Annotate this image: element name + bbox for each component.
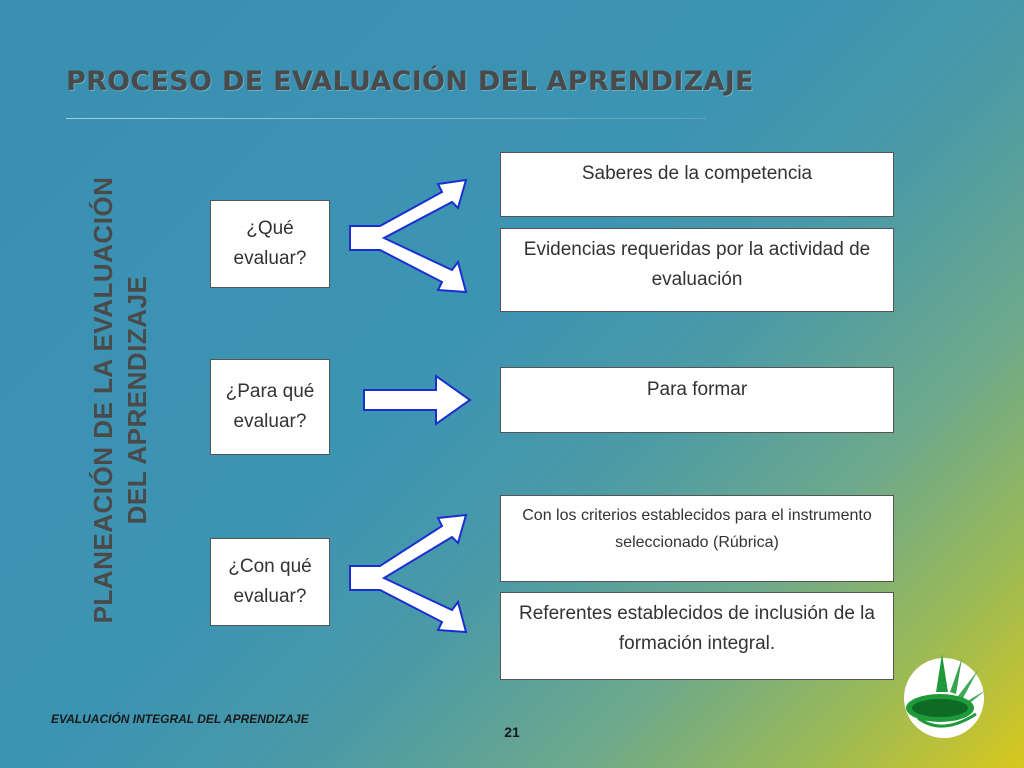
- slide-title: PROCESO DE EVALUACIÓN DEL APRENDIZAJE: [66, 66, 754, 97]
- answer-box-criterios: [500, 495, 894, 582]
- answer-label: Evidencias requeridas por la actividad de evaluación: [523, 239, 871, 290]
- question-label: ¿Para qué evaluar?: [225, 381, 315, 432]
- answer-box-saberes: [500, 152, 894, 217]
- institution-logo-icon: [898, 648, 990, 740]
- answer-box-referentes: [500, 592, 894, 680]
- answer-label: Con los criterios establecidos para el instrumento seleccionado (Rúbrica): [522, 507, 872, 551]
- question-box-con-que: [210, 538, 330, 626]
- split-arrow-icon: [350, 515, 466, 632]
- question-label: ¿Con qué evaluar?: [228, 556, 312, 607]
- question-box-para-que: [210, 359, 330, 455]
- page-number: 21: [504, 724, 520, 740]
- question-box-que: [210, 200, 330, 288]
- question-label: ¿Qué evaluar?: [233, 218, 307, 269]
- answer-label: Para formar: [646, 379, 748, 400]
- split-arrow-icon: [350, 180, 466, 292]
- answer-box-para-formar: [500, 367, 894, 433]
- title-underline: [66, 118, 706, 119]
- answer-label: Saberes de la competencia: [581, 163, 813, 184]
- side-vertical-label: PLANEACIÓN DE LA EVALUACIÓN DEL APRENDIZAJE: [88, 176, 152, 624]
- footer-text: EVALUACIÓN INTEGRAL DEL APRENDIZAJE: [51, 712, 309, 726]
- answer-label: Referentes establecidos de inclusión de la formación integral.: [519, 603, 875, 654]
- answer-box-evidencias: [500, 228, 894, 312]
- right-arrow-icon: [364, 376, 470, 424]
